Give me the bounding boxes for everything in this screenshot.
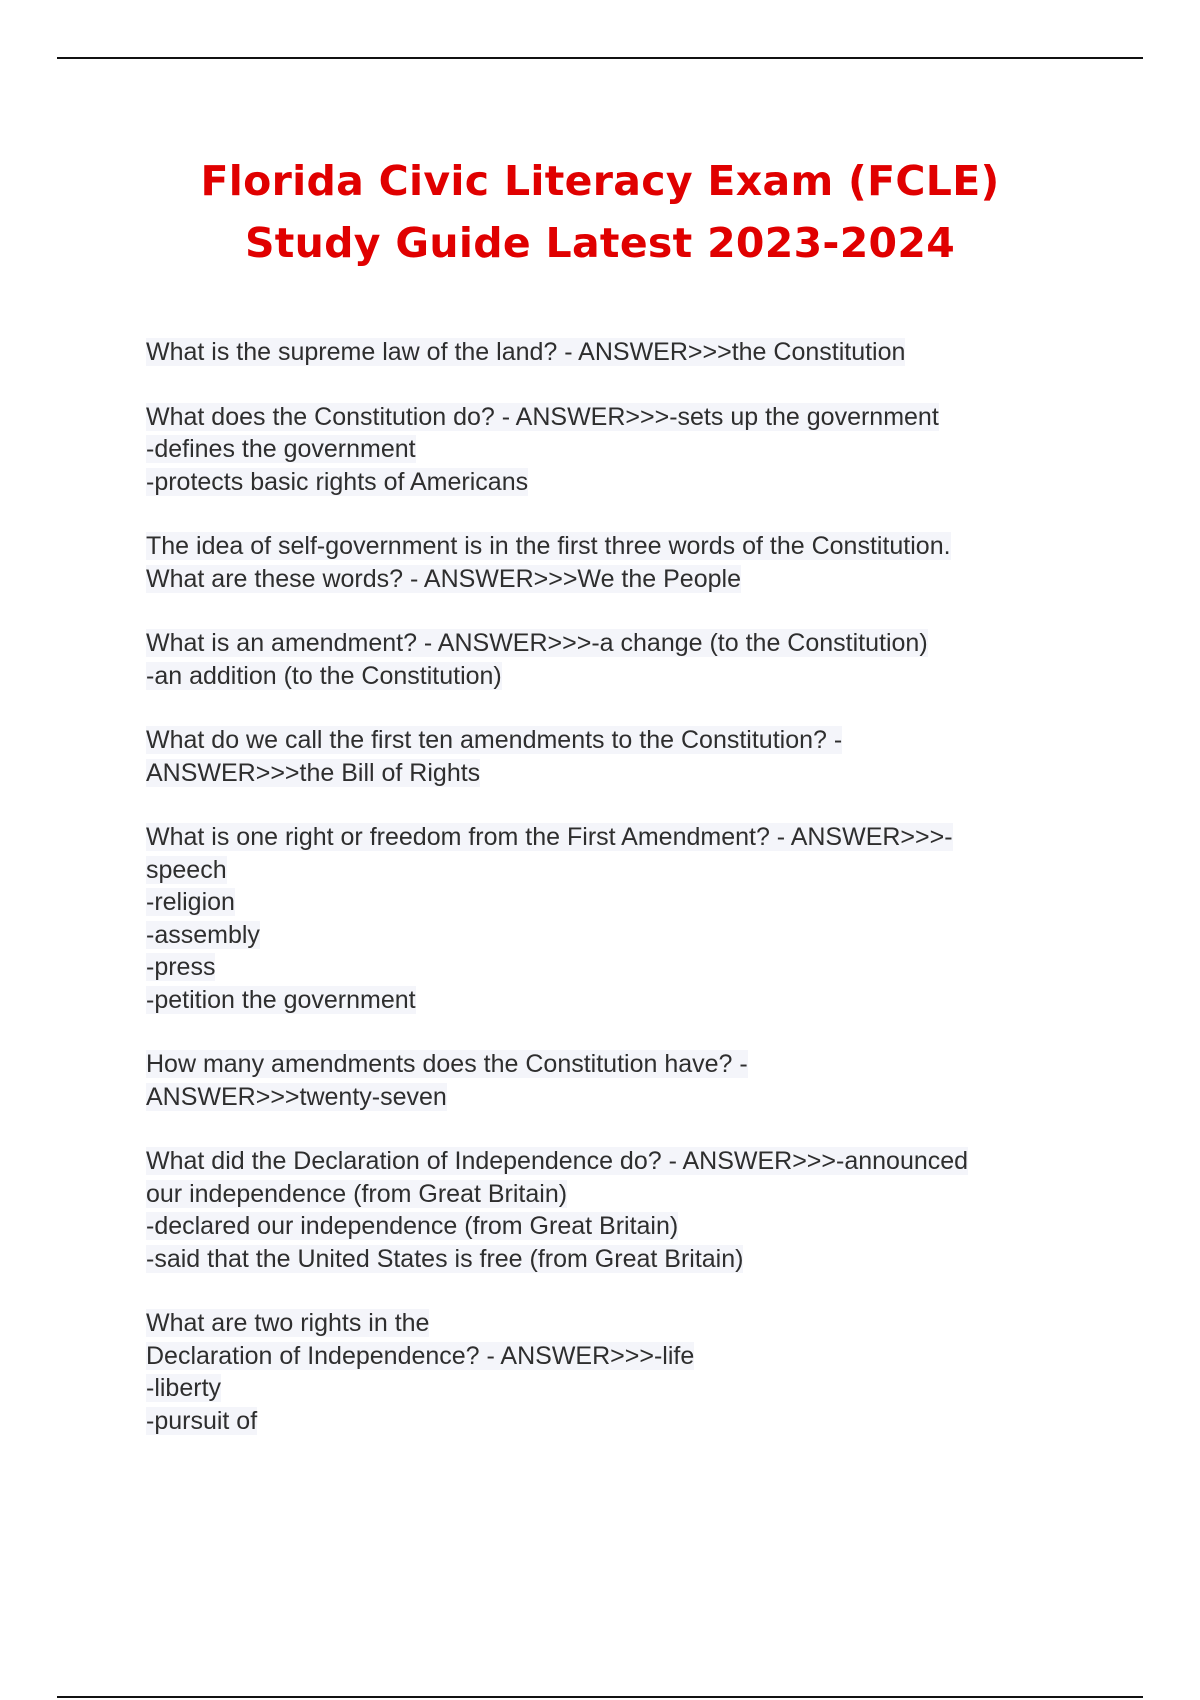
qa-list xyxy=(146,336,1086,1469)
qa-item xyxy=(146,821,1086,1016)
qa-line: -an addition (to the Constitution) xyxy=(146,661,502,690)
qa-line: -defines the government xyxy=(146,435,416,463)
qa-line: -petition the government xyxy=(146,985,416,1014)
qa-item xyxy=(146,724,1086,789)
qa-item xyxy=(146,336,1086,369)
qa-line: What do we call the first ten amendments to the Constitution? - xyxy=(146,726,843,754)
qa-line: What did the Declaration of Independence do? - ANSWER>>>-announced xyxy=(146,1147,969,1175)
qa-line: -liberty xyxy=(146,1374,222,1402)
qa-line: -said that the United States is free (from Great Britain) xyxy=(146,1244,744,1273)
qa-line: speech xyxy=(146,855,227,884)
qa-line: What are these words? - ANSWER>>>We the People xyxy=(146,564,741,593)
qa-line: ANSWER>>>the Bill of Rights xyxy=(146,758,481,787)
qa-line: What is the supreme law of the land? - ANSWER>>>the Constitution xyxy=(146,338,906,366)
qa-item xyxy=(146,530,1086,595)
qa-line: -assembly xyxy=(146,920,260,949)
qa-line: What is an amendment? - ANSWER>>>-a change (to the Constitution) xyxy=(146,629,928,657)
qa-line: -press xyxy=(146,953,216,981)
document-title xyxy=(0,150,1200,274)
qa-line: What does the Constitution do? - ANSWER>>>-sets up the government xyxy=(146,402,939,431)
qa-item xyxy=(146,401,1086,499)
qa-line: our independence (from Great Britain) xyxy=(146,1179,568,1208)
qa-item xyxy=(146,1307,1086,1437)
qa-line: -declared our independence (from Great Britain) xyxy=(146,1212,679,1240)
qa-line: ANSWER>>>twenty-seven xyxy=(146,1082,447,1111)
qa-line: Declaration of Independence? - ANSWER>>>-life xyxy=(146,1341,695,1370)
qa-line: What are two rights in the xyxy=(146,1309,430,1337)
qa-line: How many amendments does the Constitution have? - xyxy=(146,1050,748,1078)
qa-item xyxy=(146,1145,1086,1275)
title-line-1: Florida Civic Literacy Exam (FCLE) xyxy=(200,157,1000,205)
bottom-rule xyxy=(57,1696,1143,1698)
title-line-2: Study Guide Latest 2023-2024 xyxy=(244,219,956,267)
top-rule xyxy=(57,57,1143,59)
qa-item xyxy=(146,1048,1086,1113)
qa-line: What is one right or freedom from the First Amendment? - ANSWER>>>- xyxy=(146,823,953,851)
qa-line: -religion xyxy=(146,888,235,916)
qa-line: -protects basic rights of Americans xyxy=(146,467,529,496)
qa-item xyxy=(146,627,1086,692)
qa-line: The idea of self-government is in the first three words of the Constitution. xyxy=(146,532,951,560)
qa-line: -pursuit of xyxy=(146,1406,258,1435)
